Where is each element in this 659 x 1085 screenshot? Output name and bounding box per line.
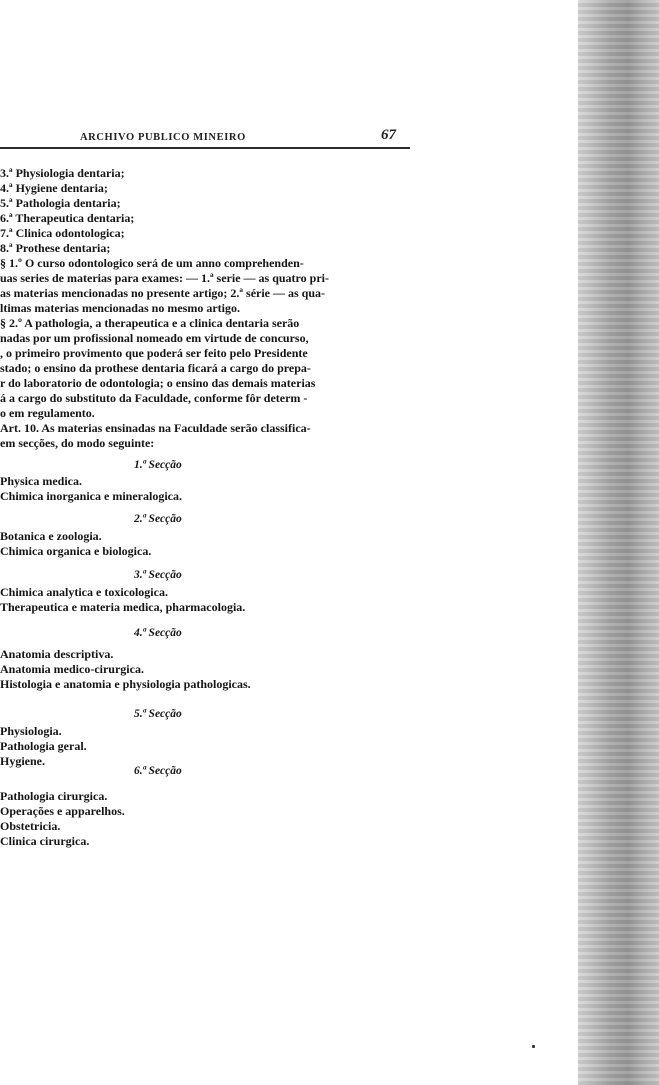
text-line: r do laboratorio de odontologia; o ensino das demais materias: [0, 376, 316, 390]
text-line: uas series de materias para exames: — 1.ª serie — as quatro pri-: [0, 271, 329, 285]
section-heading: 2.ª Secção: [134, 513, 182, 525]
text-line: 4.ª Hygiene dentaria;: [0, 181, 108, 195]
text-line: 8.ª Prothese dentaria;: [0, 241, 111, 255]
section-item: Chimica inorganica e mineralogica.: [0, 489, 182, 503]
page-number: 67: [381, 127, 396, 143]
section-item: Physiologia.: [0, 724, 62, 738]
section-item: Obstetricia.: [0, 819, 61, 833]
section-item: Pathologia geral.: [0, 739, 87, 753]
page-header: [0, 124, 410, 146]
text-line: ltimas materias mencionadas no mesmo artigo.: [0, 301, 240, 315]
text-line: , o primeiro provimento que poderá ser feito pelo Presidente: [0, 346, 308, 360]
text-line: 5.ª Pathologia dentaria;: [0, 196, 121, 210]
section-heading: 5.ª Secção: [134, 708, 182, 720]
section-item: Clinica cirurgica.: [0, 834, 90, 848]
text-line: § 2.º A pathologia, a therapeutica e a clinica dentaria serão: [0, 316, 300, 330]
section-item: Chimica organica e biologica.: [0, 544, 152, 558]
running-title: ARCHIVO PUBLICO MINEIRO: [80, 132, 246, 143]
section-item: Anatomia descriptiva.: [0, 647, 114, 661]
section-item: Anatomia medico-cirurgica.: [0, 662, 144, 676]
section-item: Hygiene.: [0, 754, 45, 768]
text-line: § 1.º O curso odontologico será de um anno comprehenden-: [0, 256, 304, 270]
book-gutter-edge: [578, 0, 659, 1085]
text-line: nadas por um profissional nomeado em virtude de concurso,: [0, 331, 309, 345]
section-item: Therapeutica e materia medica, pharmacologia.: [0, 600, 246, 614]
header-rule: [0, 147, 410, 149]
text-line: em secções, do modo seguinte:: [0, 436, 155, 450]
text-line: o em regulamento.: [0, 406, 95, 420]
section-item: Physica medica.: [0, 474, 82, 488]
section-heading: 1.ª Secção: [134, 459, 182, 471]
section-item: Chimica analytica e toxicologica.: [0, 585, 168, 599]
text-line: 7.ª Clinica odontologica;: [0, 226, 125, 240]
section-item: Pathologia cirurgica.: [0, 789, 108, 803]
section-item: Histologia e anatomia e physiologia pathologicas.: [0, 677, 251, 691]
section-heading: 4.ª Secção: [134, 627, 182, 639]
text-line: Art. 10. As materias ensinadas na Faculdade serão classifica-: [0, 421, 311, 435]
section-item: Botanica e zoologia.: [0, 529, 102, 543]
text-line: 3.ª Physiologia dentaria;: [0, 166, 125, 180]
text-line: as materias mencionadas no presente artigo; 2.ª série — as qua-: [0, 286, 326, 300]
text-line: 6.ª Therapeutica dentaria;: [0, 211, 135, 225]
section-item: Operações e apparelhos.: [0, 804, 125, 818]
text-line: á a cargo do substituto da Faculdade, conforme fôr determ -: [0, 391, 308, 405]
section-heading: 3.ª Secção: [134, 569, 182, 581]
text-line: stado; o ensino da prothese dentaria ficará a cargo do prepa-: [0, 361, 311, 375]
section-heading: 6.ª Secção: [134, 765, 182, 777]
speck-mark: [532, 1045, 535, 1048]
